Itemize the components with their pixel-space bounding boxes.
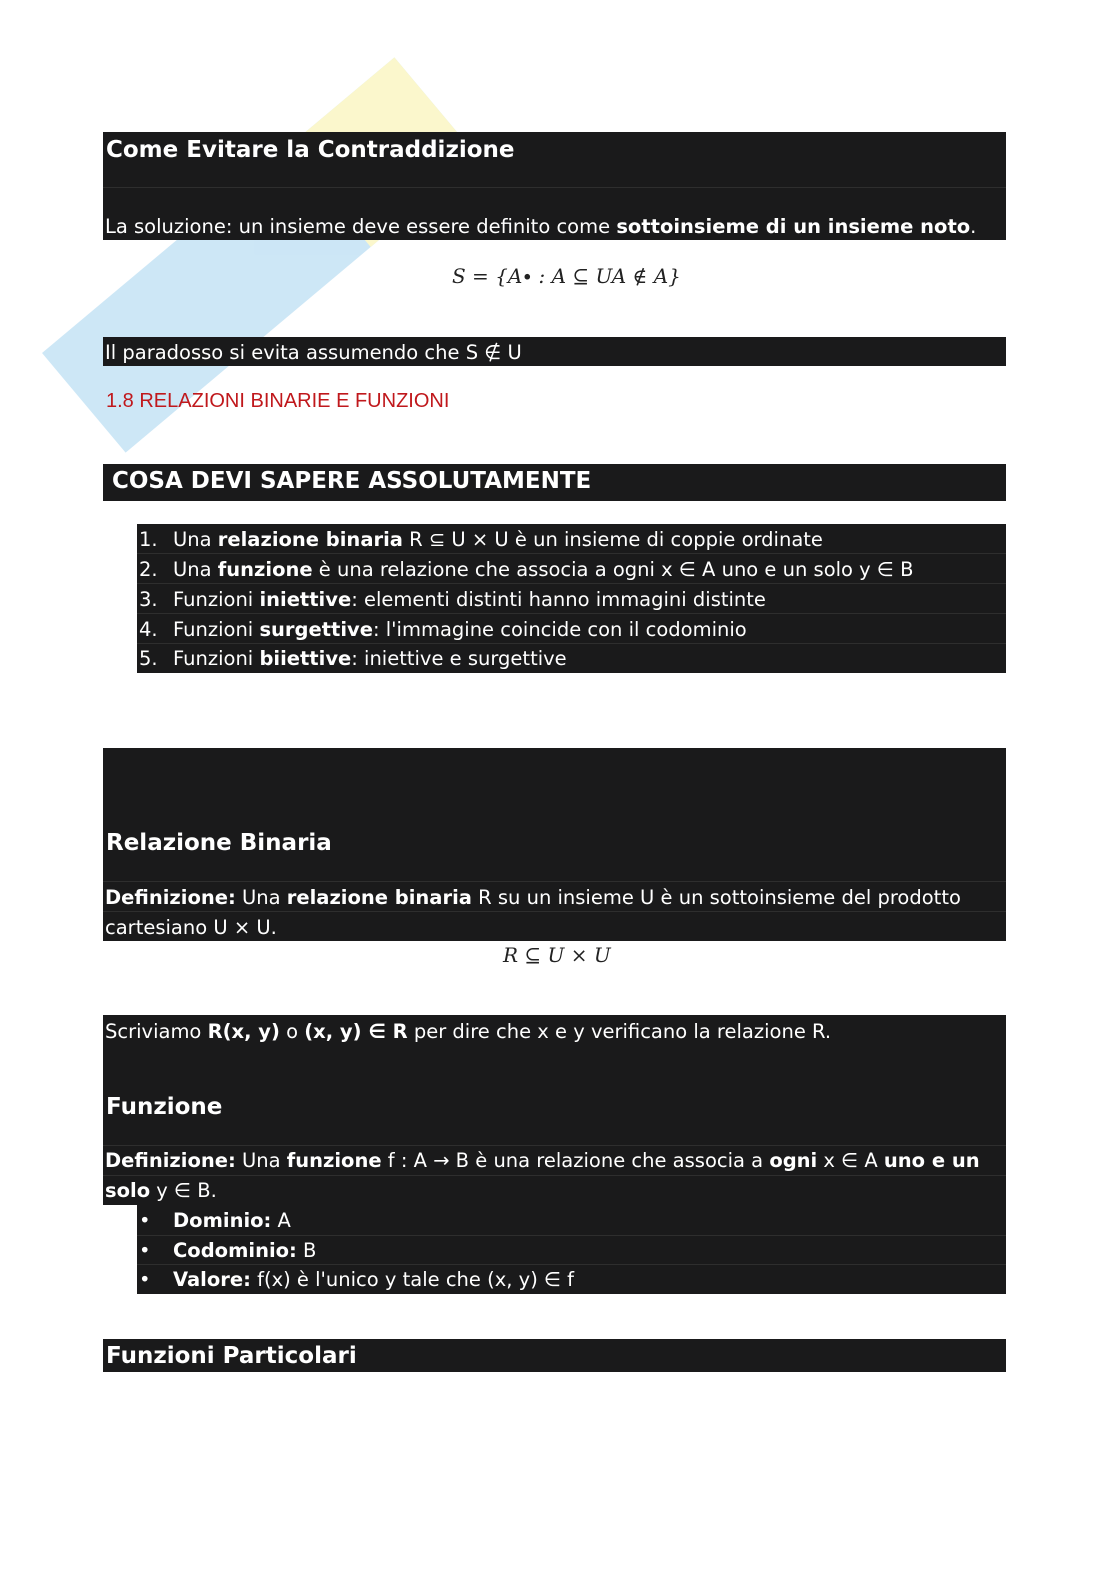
- function-definition: [105, 1149, 980, 1172]
- item-bold: biiettive: [259, 647, 352, 670]
- list-number: 1.: [139, 528, 158, 551]
- notation-text: [105, 1020, 831, 1043]
- list-item: [139, 558, 913, 581]
- list-number: 5.: [139, 647, 158, 670]
- solution-bold: sottoinsieme di un insieme noto: [616, 215, 971, 238]
- definition-label: Definizione:: [105, 886, 236, 909]
- notation-bold-2: (x, y) ∈ R: [304, 1020, 408, 1043]
- def-bold: relazione binaria: [286, 886, 472, 909]
- item-pre: Una: [173, 528, 218, 551]
- chapter-heading: 1.8 RELAZIONI BINARIE E FUNZIONI: [106, 390, 450, 412]
- item-bold: iniettive: [259, 588, 352, 611]
- bullet-value: f(x) è l'unico y tale che (x, y) ∈ f: [250, 1268, 575, 1291]
- list-item: [139, 588, 766, 611]
- bullet-dot: •: [139, 1268, 151, 1291]
- function-title: Funzione: [106, 1094, 223, 1120]
- divider: [137, 553, 1006, 554]
- function-block: [103, 1015, 1006, 1205]
- def-post: R su un insieme U è un sottoinsieme del prodotto: [471, 886, 961, 909]
- item-pre: Una: [173, 558, 218, 581]
- definition-label: Definizione:: [105, 1149, 236, 1172]
- divider: [103, 1145, 1006, 1146]
- item-pre: Funzioni: [173, 618, 260, 641]
- bullet-value: A: [271, 1209, 291, 1232]
- divider: [137, 1264, 1006, 1265]
- item-bold: funzione: [217, 558, 313, 581]
- list-number: 3.: [139, 588, 158, 611]
- item-pre: Funzioni: [173, 588, 260, 611]
- solution-post: .: [970, 215, 977, 238]
- def-bold-2: ogni: [769, 1149, 818, 1172]
- def-pre: Una: [235, 1149, 287, 1172]
- notation-bold-1: R(x, y): [207, 1020, 280, 1043]
- formula-r: R ⊆ U × U: [503, 943, 611, 967]
- function-definition-line2: [105, 1179, 217, 1202]
- bullet-dot: •: [139, 1239, 151, 1262]
- list-item: [139, 528, 823, 551]
- list-item: [139, 618, 747, 641]
- list-number: 2.: [139, 558, 158, 581]
- notation-post: per dire che x e y verificano la relazione R.: [407, 1020, 832, 1043]
- item-bold: relazione binaria: [217, 528, 403, 551]
- divider: [103, 187, 1006, 188]
- bullet-item: [139, 1239, 316, 1262]
- divider: [137, 643, 1006, 644]
- divider: [137, 613, 1006, 614]
- divider: [103, 1175, 1006, 1176]
- section-title: Come Evitare la Contraddizione: [106, 137, 515, 163]
- item-post: : iniettive e surgettive: [351, 647, 567, 670]
- binary-relation-definition-line2: cartesiano U × U.: [105, 916, 277, 939]
- item-post: : l'immagine coincide con il codominio: [373, 618, 747, 641]
- paradox-text: Il paradosso si evita assumendo che S ∉ U: [105, 341, 522, 364]
- def-bold-3: uno e un: [883, 1149, 980, 1172]
- divider: [137, 1235, 1006, 1236]
- def-bold: funzione: [286, 1149, 382, 1172]
- binary-relation-definition: [105, 886, 961, 909]
- must-know-title: COSA DEVI SAPERE ASSOLUTAMENTE: [112, 468, 592, 494]
- notation-pre: Scriviamo: [105, 1020, 208, 1043]
- formula-s: S = {A∙ : A ⊆ UA ∉ A}: [452, 264, 681, 288]
- notation-mid: o: [279, 1020, 305, 1043]
- bullet-label: Codominio:: [173, 1239, 297, 1262]
- def-line2-bold: solo: [105, 1179, 151, 1202]
- item-post: : elementi distinti hanno immagini distinte: [351, 588, 766, 611]
- divider: [137, 583, 1006, 584]
- bullet-label: Dominio:: [173, 1209, 272, 1232]
- bullet-dot: •: [139, 1209, 151, 1232]
- solution-text: [105, 215, 976, 238]
- item-bold: surgettive: [259, 618, 373, 641]
- item-post: R ⊆ U × U è un insieme di coppie ordinate: [402, 528, 823, 551]
- list-item: [139, 647, 567, 670]
- solution-pre: La soluzione: un insieme deve essere definito come: [105, 215, 617, 238]
- def-pre: Una: [235, 886, 287, 909]
- bullet-value: B: [296, 1239, 317, 1262]
- item-pre: Funzioni: [173, 647, 260, 670]
- divider: [103, 881, 1006, 882]
- special-functions-title: Funzioni Particolari: [106, 1343, 357, 1369]
- item-post: è una relazione che associa a ogni x ∈ A uno e un solo y ∈ B: [312, 558, 914, 581]
- divider: [103, 911, 1006, 912]
- bullet-item: [139, 1209, 291, 1232]
- bullet-label: Valore:: [173, 1268, 251, 1291]
- list-number: 4.: [139, 618, 158, 641]
- def-mid: f : A → B è una relazione che associa a: [381, 1149, 770, 1172]
- def-line2-post: y ∈ B.: [150, 1179, 217, 1202]
- binary-relation-title: Relazione Binaria: [106, 830, 332, 856]
- bullet-item: [139, 1268, 574, 1291]
- def-mid-2: x ∈ A: [817, 1149, 884, 1172]
